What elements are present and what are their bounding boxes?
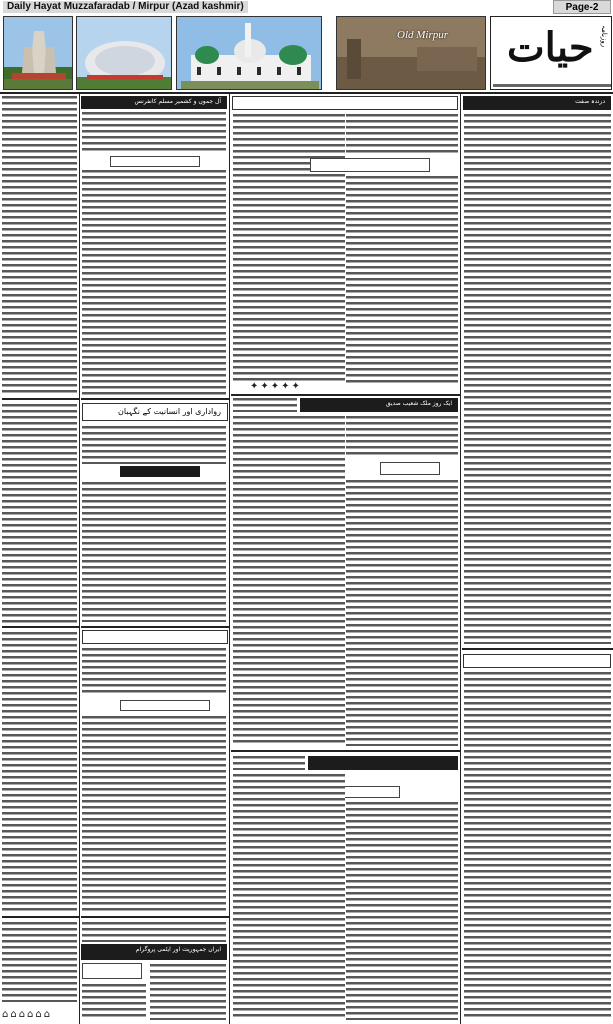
column-5-heading: ایران جمہوریت اور ایٹمی پروگرام [135, 946, 221, 953]
stadium-photo [76, 16, 172, 90]
column-2-subheading-box [110, 156, 200, 167]
column-4-text [464, 672, 611, 1020]
top-bar [0, 0, 613, 14]
column-3-text [346, 176, 458, 384]
column-3-rule [231, 394, 460, 396]
column-2-rule [81, 626, 229, 628]
column-2-text [150, 964, 226, 1020]
column-3-text [233, 756, 305, 770]
column-3-rule [231, 750, 460, 752]
column-1-rule [2, 916, 79, 918]
column-3-heading: ایک روز ملک شعیب صدیق [385, 400, 452, 407]
column-2-subheading-box [120, 700, 210, 711]
col-divider [229, 94, 230, 1024]
mosque-photo [176, 16, 322, 90]
monument-photo [3, 16, 73, 90]
column-2-rule [81, 916, 229, 918]
ornament-divider: ✦✦✦✦✦ [250, 381, 302, 392]
col-divider [79, 94, 80, 1024]
column-2-text [82, 716, 226, 912]
page-label: Page-2 [553, 0, 611, 14]
column-3-heading-box [232, 96, 458, 110]
byline-bar [120, 466, 200, 477]
column-1-rule [2, 626, 79, 628]
column-3-text [233, 416, 345, 746]
column-3-text [346, 416, 458, 458]
column-1-text [2, 922, 77, 1002]
column-2-text [82, 170, 226, 395]
old-mirpur-photo [336, 16, 486, 90]
column-2-text [82, 648, 226, 696]
column-2-rule [81, 398, 229, 400]
column-2-article-heading: رواداری اور انسانیت کے نگہبان [117, 407, 221, 416]
column-2-heading-box [82, 403, 228, 421]
masthead-tagline: روزنامہ [600, 25, 608, 48]
column-3-text [233, 114, 345, 384]
editorial-heading: درندہ صفت [575, 98, 605, 105]
column-1-text [2, 404, 77, 624]
column-3-text [233, 774, 345, 1020]
column-3-subheading-box [310, 158, 430, 172]
paper-title: Daily Hayat Muzzafaradab / Mirpur (Azad kashmir) [3, 1, 248, 13]
column-3-text [233, 398, 297, 412]
column-2-text [82, 426, 226, 464]
column-3-subheading-box [380, 462, 440, 475]
column-4-rule [462, 648, 613, 650]
column-3-text [346, 480, 458, 746]
column-2-text [82, 112, 226, 152]
column-4-heading-box [463, 654, 611, 668]
column-2-text [82, 922, 226, 942]
column-2-text [82, 482, 226, 622]
masthead-logo: حیات [507, 24, 594, 71]
column-2-heading: آل جموں و کشمیر مسلم کانفرنس [134, 98, 221, 105]
column-2-subheading-box [82, 963, 142, 979]
editorial-text [464, 114, 611, 644]
col-divider [460, 94, 461, 1024]
column-1-text [2, 96, 77, 396]
photo-label: Old Mirpur [397, 29, 449, 41]
editorial-headbar [463, 96, 611, 110]
column-2-heading-box [82, 630, 228, 644]
column-3-text [346, 802, 458, 1020]
masthead [490, 16, 612, 90]
column-1-rule [2, 398, 79, 400]
column-3-headbar [300, 398, 458, 412]
masthead-footer [493, 84, 611, 87]
column-2-text [82, 984, 146, 1020]
column-2-headbar [81, 96, 227, 109]
ornament-divider: ⌂⌂⌂⌂⌂⌂ [2, 1009, 53, 1020]
column-3-text [346, 114, 458, 154]
column-3-headbar [308, 756, 458, 770]
column-1-text [2, 632, 77, 912]
top-rule [0, 92, 613, 94]
column-5-headbar [81, 944, 227, 960]
